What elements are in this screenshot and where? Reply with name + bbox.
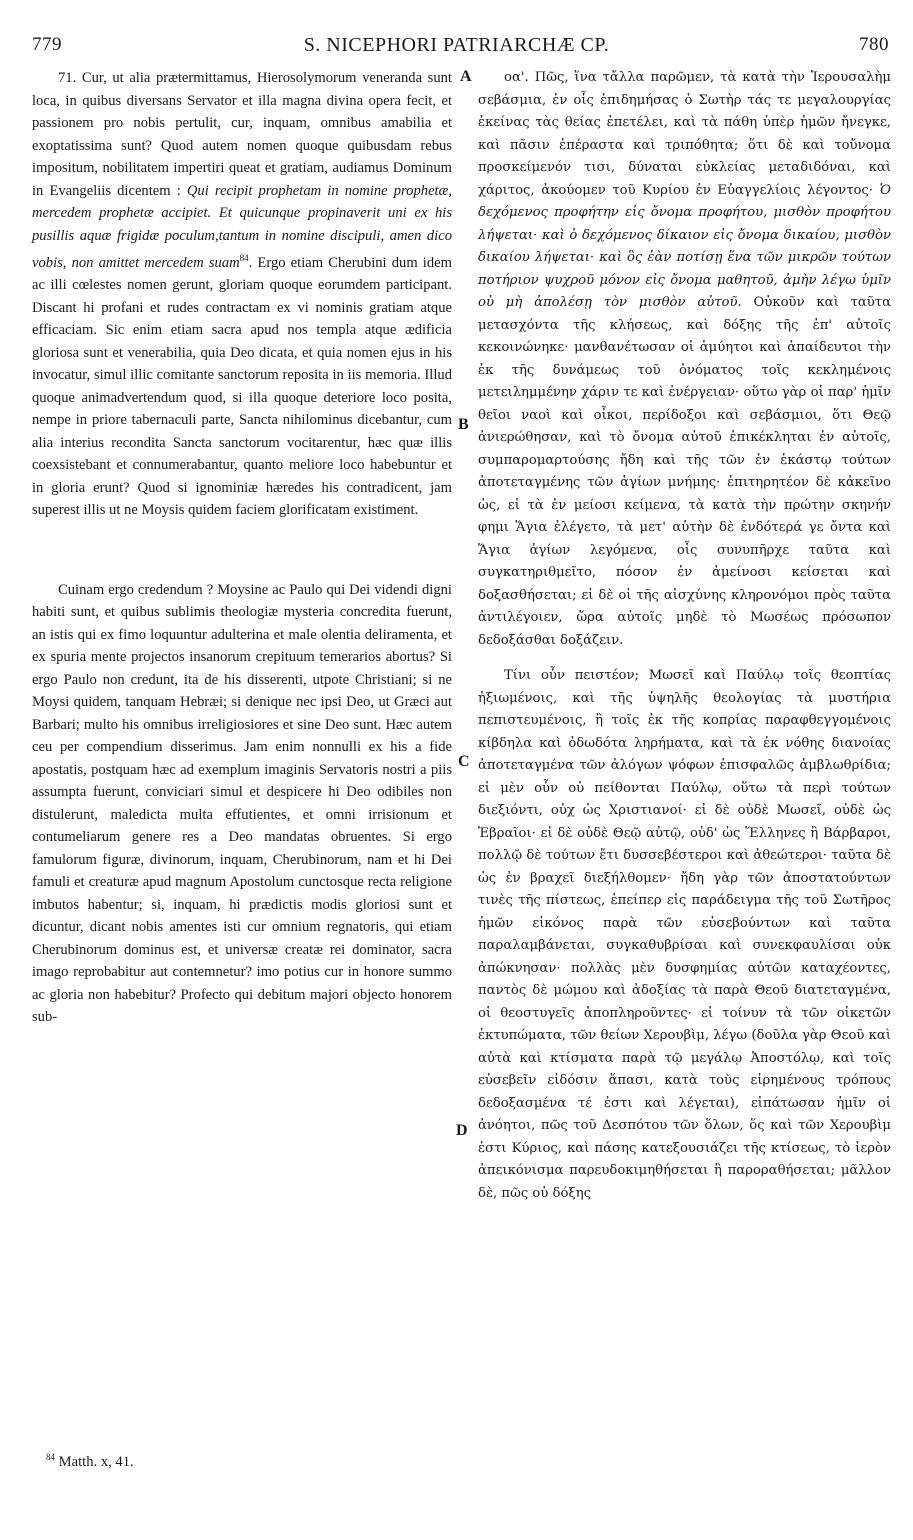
margin-letter-d: D — [456, 1122, 468, 1139]
latin-section-number: 71. — [58, 70, 77, 86]
right-page-number: 780 — [859, 34, 889, 55]
footnote — [46, 1452, 134, 1471]
greek-text-a: Πῶς, ἵνα τἄλλα παρῶμεν, τὰ κατὰ τὴν Ἱερουσαλὴμ σεβάσμια, ἐν οἷς ἐπιδημήσας ὁ Σωτὴρ τάς τε μεγαλουργίας ἐκείνας τὰς θείας ἐπετέλει, καὶ τὰ πάθη ὑπὲρ ἡμῶν ἤνεγκε, καὶ πᾶσιν ἐπέραστα καὶ τριπόθητα; ὅτι δὲ καὶ τοὔνομα προσκείμενόν τισι, δύναται εὐκλείας μεταδιδόναι, καὶ χάριτος, ἀκούομεν τοῦ Κυρίου ἐν Εὐαγγελίοις λέγοντος· — [478, 70, 891, 198]
latin-paragraph-2: Cuinam ergo credendum ? Moysine ac Paulo qui Dei videndi digni habiti sunt, et quibus sublimis theologiæ mysteria concredita fuerunt, an istis qui ex fimo loquuntur adulterina et male olentia deliramenta, et ex spuria mente projectos insanorum crepituum temerarios abortus? Si ergo Paulo non credunt, ita de his disserenti, utpote Christiani; si ne Moysi quidem, tanquam Hebræi; si denique nec ipsi Deo, ut Græci aut Barbari; multo his omnibus irreligiosiores et sine Deo sunt. Hæc autem ceu per compendium disserimus. Jam enim nonnulli ex his a fide apostatis, postquam hæc ad exemplum imaginis Servatoris nostri a piis assumpta fuerunt, conviciari simul et despicere hi Deo odibiles non distulerunt, maledicta multa effutientes, et omni irrisionum et contumeliarum genere res a Deo mandatas obruentes. Si ergo famulorum figuræ, divinorum, inquam, Cherubinorum, nam et hi Dei famuli et creaturæ apud magnum Apostolum cunctosque recta religione imbutos habentur; si, inquam, hi prædictis modis gloriosi sunt et dicuntur, dicant nobis amentes isti cur omnium regnatoris, qui etiam Cherubinorum dominus est, et universæ creatæ rei dominator, sacra imago reprobabitur aut contemnetur? imo potius cur in honore summo ac gloria non habebitur? Profecto qui debitum majori objecto honorem sub- — [32, 581, 452, 1026]
latin-scripture-quote: Qui recipit prophetam in nomine prophetæ, mercedem prophetæ accipiet. Et quicunque propinaverit uni ex his pusillis aquæ frigidæ poculum,tantum in nomine discipuli, amen dico vobis, non amittet mercedem suam — [32, 182, 452, 271]
paragraph-gap — [32, 522, 452, 579]
footnote-reference: 84 — [239, 253, 249, 263]
latin-paragraph-71 — [32, 67, 452, 522]
greek-scripture-quote: Ὁ δεχόμενος προφήτην εἰς ὄνομα προφήτου, μισθὸν προφήτου λήψεται· καὶ ὁ δεχόμενος δίκαιον εἰς ὄνομα δικαίου, μισθὸν δικαίου λήψεται· καὶ ὃς ἐὰν ποτίσῃ ἕνα τῶν μικρῶν τούτων ποτήριον ψυχροῦ μόνον εἰς ὄνομα μαθητοῦ, ἀμὴν λέγω ὑμῖν οὐ μὴ ἀπολέσῃ τὸν μισθὸν αὐτοῦ. — [478, 182, 891, 310]
margin-letter-a: A — [460, 68, 472, 85]
latin-column — [32, 67, 452, 1029]
latin-text-a: Cur, ut alia prætermittamus, Hierosolymorum veneranda sunt loca, in quibus diversans Servator et illa magna divina opera fecit, et passionem pro nobis pertulit, cur, inquam, omnibus amabilia et exoptatissima sunt? Quod autem nomen quoque quibusdam rebus impositum, nobilitatem impertiri queat et gratiam, audiamus Dominum in Evangeliis dicentem : — [32, 70, 452, 199]
greek-text-b: Οὐκοῦν καὶ ταῦτα μετασχόντα τῆς κλήσεως, καὶ δόξης τῆς ἐπ' αὐτοῖς κεκοινώνηκε· μανθανέτωσαν οἱ ἀμύητοι καὶ ἀπαίδευτοι τὴν ἐκ τῆς δυνάμεως τοῦ ὀνόματος τοῖς κεκλημένοις μετειλημμένην χάριν τε καὶ ἐνέργειαν· οὕτω γὰρ οἱ παρ' ἡμῖν θεῖοι ναοὶ καὶ οἶκοι, περίδοξοι καὶ σεβάσμιοι, ὅτι Θεῷ ἀνιερώθησαν, καὶ τὸ ὄνομα αὐτοῦ ἐπικέκληται ἐν αὐτοῖς, συμπαρομαρτούσης ἤδη καὶ τῆς τῶν ἐν ἑκάστῳ τούτων ἀποτεταγμένης τῶν ἁγίων μνήμης· ἐπιτηρητέον δὲ κἀκεῖνο ὡς, εἰ τὰ ἐν μείοσι κείμενα, τὰ κατὰ τὴν πρώτην σκηνήν φημι Ἅγια ἐλέγετο, τὰ μετ' αὐτὴν δὲ ἐνδότερά γε ὄντα καὶ Ἅγια ἁγίων λεγόμενα, οἷς συνυπῆρχε ταῦτα καὶ συγκατηριθμεῖτο, πόσον ἐν ἀμείνοσι κείσεται καὶ δοξασθήσεται; εἰ δὲ οἱ τῆς αἰσχύνης κληρονόμοι πρὸς ταῦτα ἀντιλέγοιεν, ὥρα αὐτοῖς μηδὲ τὸ Μωσέως πρόσωπον δεδοξάσθαι δοξάζειν. — [478, 295, 891, 648]
footnote-text: Matth. x, 41. — [58, 1453, 134, 1470]
margin-letter-c: C — [458, 753, 470, 770]
greek-paragraph-2: Τίνι οὖν πειστέον; Μωσεῖ καὶ Παύλῳ τοῖς θεοπτίας ἠξιωμένοις, καὶ τῆς ὑψηλῆς θεολογίας τὰ μυστήρια πεπιστευμένοις, ἢ τοῖς ἐκ τῆς κοπρίας παραφθεγγομένοις κίβδηλα καὶ ὀδωδότα ληρήματα, καὶ τὰ ἐκ νόθης διανοίας ἀποτεταγμένα τῶν ἀλόγων ψόφων ἐπισφαλῶς ἀμβλωθρίδια; εἰ μὲν οὖν οὐ πείθονται Παύλῳ, οὕτω τὰ περὶ τούτων διεξιόντι, οὐχ ὡς Χριστιανοί· εἰ δὲ οὐδὲ Μωσεῖ, οὐδὲ ὡς Ἑβραῖοι· εἰ δὲ οὐδὲ Θεῷ αὐτῷ, οὐδ' ὡς Ἕλληνες ἢ Βάρβαροι, πολλῷ δὲ τούτων ἔτι δυσσεβέστεροι καὶ ἀθεώτεροι· ταῦτα δὲ ὡς ἐν βραχεῖ διεξήλθομεν· ἤδη γὰρ τῶν ἀποστατούντων τινὲς τῆς πίστεως, ἐπείπερ εἰς παράδειγμα τῆς τοῦ Σωτῆρος ἡμῶν εἰκόνος παρὰ τῶν εὐσεβούντων καὶ ταῦτα παραλαμβάνεται, συγκαθυβρίσαι καὶ συνεκφαυλίσαι οὐκ ἀπώκνησαν· πολλὰς μὲν δυσφημίας αὐτῶν καταχέοντες, παντὸς δὲ μώμου καὶ ἀδοξίας τὰ παρὰ Θεοῦ διατεταγμένα, οἱ θεοστυγεῖς ἀποπληροῦντες· εἰ τοίνυν τὰ τῶν οἰκετῶν ἐκτυπώματα, τῶν θείων Χερουβὶμ, λέγω (δοῦλα γὰρ Θεοῦ καὶ αὐτὰ καὶ κτίσματα παρὰ τῷ μεγάλῳ Ἀποστόλῳ, καὶ τοῖς εὐσεβεῖν εἰδόσιν ἅπασι, κατὰ τοὺς εἰρημένους τρόπους δεδοξασμένα τέ ἐστι καὶ λέγεται), εἰπάτωσαν ἡμῖν οἱ ἀνόητοι, πῶς τοῦ Δεσπότου τῶν ὅλων, ὅς καὶ τῶν Χερουβὶμ ἐστι Κύριος, καὶ πάσης κατεξουσιάζει τῆς κτίσεως, τὸ ἱερὸν ἀπεικόνισμα παρευδοκιμηθήσεται ἢ παροραθήσεται; μᾶλλον δὲ, πῶς οὐ δόξης — [478, 668, 891, 1201]
running-title: S. NICEPHORI PATRIARCHÆ CP. — [303, 34, 610, 56]
left-page-number: 779 — [32, 34, 62, 55]
greek-section-number: οα'. — [504, 70, 529, 85]
margin-letter-b: B — [458, 416, 469, 433]
greek-paragraph-71 — [478, 67, 891, 652]
greek-column — [478, 67, 891, 1205]
paragraph-gap — [478, 652, 891, 665]
footnote-mark: 84 — [46, 1452, 55, 1462]
latin-text-b: . Ergo etiam Cherubini dum idem ac illi cœlestes nomen gerunt, gloriam quoque eorumdem participant. Discant hi profani et rudes contractam ex vi nominis gratiam atque efficaciam. Sic enim etiam sacra apud nos templa atque ædificia gloriosa sunt et venerabilia, quia Deo dicata, et quia nomen ejus in his invocatur, simul illic comitante sanctorum reposita in iis memoria. Illud quoque animadvertendum quod, si illa quoque deteriore loco posita, nempe in priore tabernaculi parte, Sancta nihilominus dicebantur, cum alia interius recondita Sancta sanctorum vocitarentur, hæc quæ illis coexsistebant et connumerabantur, quanto meliore loco habebuntur et in gloria erunt? Quod si ignominiæ hæredes his contradicent, jam superest illis ut ne Moysis quidem faciem glorificatam existiment. — [32, 254, 452, 519]
